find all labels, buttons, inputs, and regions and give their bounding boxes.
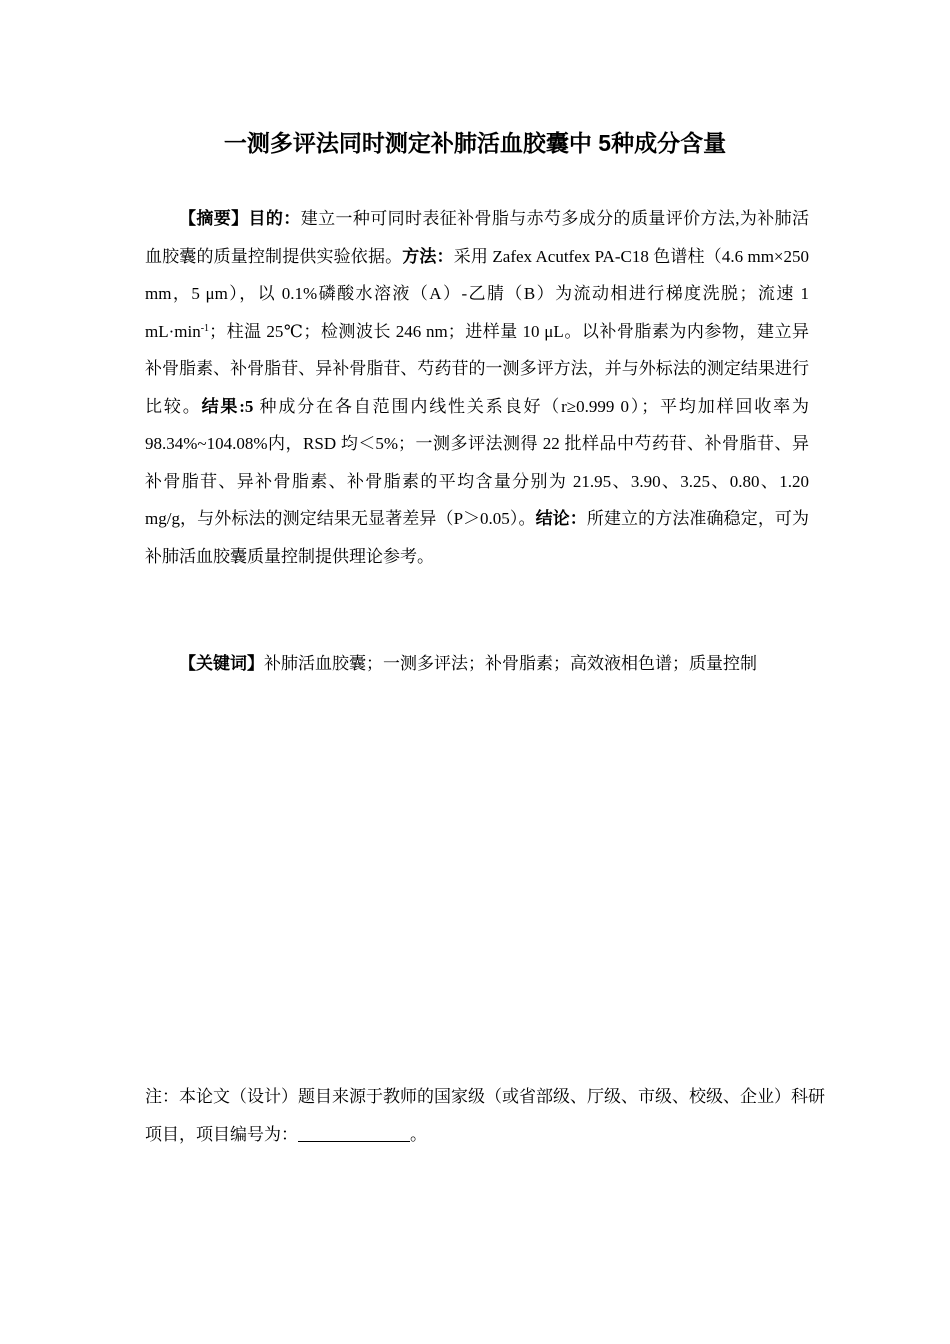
keywords-text: 补肺活血胶囊；一测多评法；补骨脂素；高效液相色谱；质量控制 <box>264 654 757 673</box>
abstract-heading: 【摘要】 <box>179 209 249 228</box>
conclusion-text: 所建立的方法准确稳定，可为补肺活血胶囊质量控制提供理论参考。 <box>145 509 810 566</box>
footnote-text: 注：本论文（设计）题目来源于教师的国家级（或省部级、厅级、市级、校级、企业）科研项目，项目编号为： <box>145 1087 825 1144</box>
footnote-end: 。 <box>410 1124 427 1144</box>
method-label: 方法： <box>402 246 454 266</box>
paper-title: 一测多评法同时测定补肺活血胶囊中 5种成分含量 <box>223 130 727 156</box>
method-text: 采用 Zafex Acutfex PA-C18 色谱柱（4.6 mm×250 mm，5 μm），以 0.1%磷酸水溶液（A）-乙腈（B）为流动相进行梯度洗脱；流速 1 mL·min <box>145 246 810 341</box>
method-text-continued: ；柱温 25℃；检测波长 246 nm；进样量 10 μL。以补骨脂素为内参物，建立异补骨脂素、补骨脂苷、异补骨脂苷、芍药苷的一测多评方法，并与外标法的测定结果进行比较。 <box>145 321 809 416</box>
purpose-label: 目的： <box>248 209 301 228</box>
result-label: 结果:5 <box>201 396 254 416</box>
result-text: 种成分在各自范围内线性关系良好（r≥0.999 0）；平均加样回收率为 98.34%~104.08%内，RSD 均＜5%；一测多评法测得 22 批样品中芍药苷、补骨脂苷、异补骨脂苷、异补骨脂素、补骨脂素的平均含量分别为 21.95、3.90、3.25、0.80、1.20 mg/g，与外标法的测定结果无显著差异（P＞0.05）。 <box>145 396 810 528</box>
keywords-heading: 【关键词】 <box>179 654 264 673</box>
abstract-paragraph <box>145 200 809 575</box>
method-superscript: -1 <box>200 322 210 334</box>
footnote <box>145 1078 825 1153</box>
project-number-blank <box>298 1123 410 1142</box>
purpose-text: 建立一种可同时表征补骨脂与赤芍多成分的质量评价方法,为补肺活血胶囊的质量控制提供实验依据。 <box>145 209 810 266</box>
keywords-paragraph <box>145 645 809 683</box>
conclusion-label: 结论： <box>535 509 587 528</box>
